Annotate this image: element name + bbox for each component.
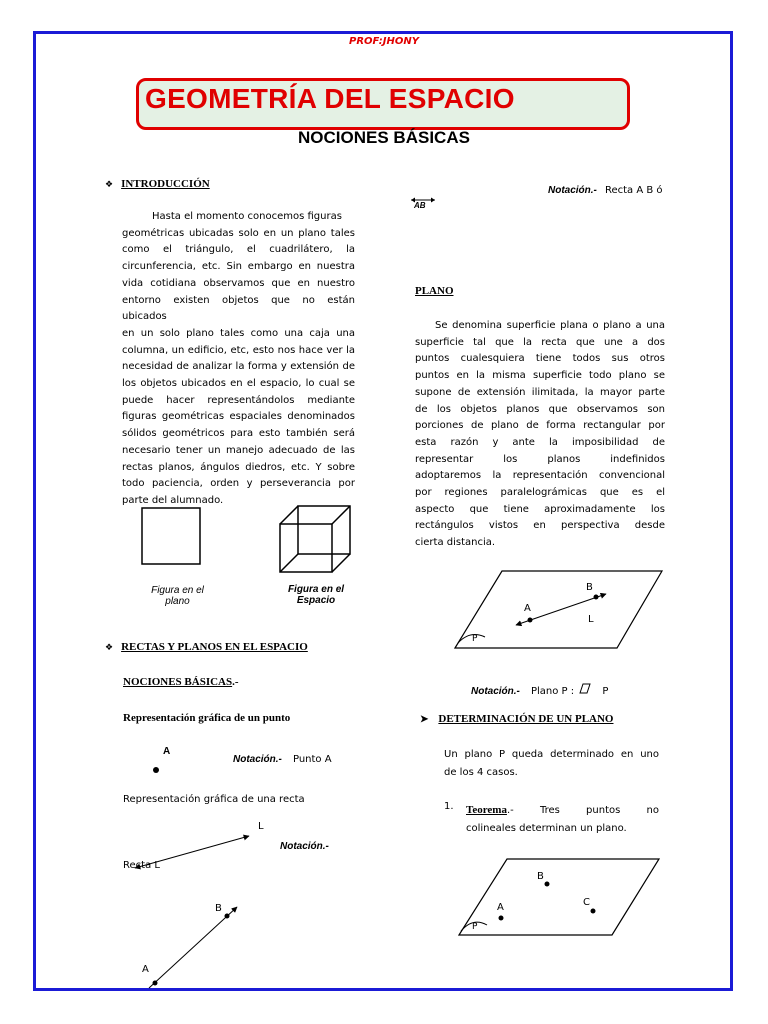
caption-line: Figura en el <box>287 584 345 595</box>
plano-line: rectángulos vistos en perspectiva desde <box>415 520 665 532</box>
intro-line: necesario tener un manejo adecuado de las <box>122 444 355 456</box>
intro-line: como el triángulo, el cuadrilátero, la <box>122 244 355 256</box>
page-subtitle: NOCIONES BÁSICAS <box>298 128 470 147</box>
intro-line: geométricas ubicadas solo en un plano tales <box>122 227 355 239</box>
plano-notacion <box>471 679 608 698</box>
plane2-p-label: P <box>472 922 478 932</box>
parallelogram <box>455 571 662 648</box>
point-b-dot <box>545 882 550 887</box>
rectas-heading <box>105 641 308 653</box>
punto-heading: Representación gráfica de un punto <box>123 712 291 724</box>
plano-line: esta razón y ante la imposibilidad de <box>415 436 665 448</box>
intro-line: todo paciencia, orden y perseverancia por <box>122 478 355 490</box>
plane-a-label: A <box>524 603 531 614</box>
intro-line: figuras geométricas espaciales denominados <box>122 411 355 423</box>
plano-line: porciones de plano de forma rectangular por <box>415 420 665 432</box>
plane-symbol-text: P <box>602 686 609 697</box>
notacion-text: Recta A B ó <box>604 185 663 196</box>
intro-heading <box>105 178 210 190</box>
plano-line: aspecto que tiene aproximadamente los <box>415 503 665 515</box>
plano-line: adoptaremos la representación convencional <box>415 470 665 482</box>
point-b-dot <box>225 914 230 919</box>
plane2-b-label: B <box>537 871 544 882</box>
intro-heading-text: INTRODUCCIÓN <box>121 178 210 190</box>
teorema-text: colineales determinan un plano. <box>466 823 627 834</box>
intro-paragraph <box>122 209 355 510</box>
plano-line: de los objetos planos que observamos son <box>415 403 665 415</box>
recta-heading: Representación gráfica de una recta <box>123 794 305 805</box>
intro-line: los objetos ubicados en el espacio, lo cual se <box>122 378 355 390</box>
determinacion-line: de los 4 casos. <box>444 767 518 778</box>
punto-notacion <box>233 747 332 766</box>
determinacion-paragraph <box>444 746 659 782</box>
intro-line: Hasta el momento conocemos figuras <box>152 211 342 222</box>
plane-p-figure <box>450 565 670 655</box>
intro-line: columna, un edificio, etc, esto nos hace ver la <box>122 344 355 356</box>
plano-line: superficie tal que la recta que une a dos <box>415 336 665 348</box>
plano-line: cierta distancia. <box>415 537 496 549</box>
recta-notacion: Notación.- <box>280 841 329 852</box>
intro-line: en un solo plano tales como una caja una <box>122 327 355 339</box>
author-header: PROF:JHONY <box>348 36 419 47</box>
notacion-label: Notación.- <box>548 185 597 196</box>
intro-line: entorno existen objetos que no están ubicados <box>122 294 355 323</box>
caption-line: plano <box>165 596 190 607</box>
nociones-suffix: .- <box>232 676 239 688</box>
plane-b-label: B <box>586 582 593 593</box>
cube-figure <box>280 506 350 572</box>
recta-l-label: L <box>258 821 264 832</box>
diamond-bullet-icon: ❖ <box>105 643 114 653</box>
teorema-number: 1. <box>444 801 454 812</box>
line-figures <box>115 815 375 995</box>
plano-line: representar los planos indefinidos <box>415 453 665 465</box>
plane-caption <box>135 585 220 607</box>
parallelogram <box>459 859 659 935</box>
segment-b-label: B <box>215 903 222 914</box>
caption-line: Figura en el <box>151 585 204 596</box>
teorema-paragraph <box>466 801 659 838</box>
plane-abc-figure <box>455 855 665 940</box>
recta-text: Recta L <box>123 860 160 871</box>
plane-p-label: P <box>472 634 478 644</box>
square-figure <box>142 508 200 564</box>
notacion-label: Notación.- <box>233 754 282 765</box>
point-a-dot <box>153 981 158 986</box>
arrow-bullet-icon: ➤ <box>420 714 429 725</box>
space-caption <box>271 584 361 606</box>
plano-line: puntos en la misma superficie todo plano se <box>415 370 665 382</box>
notacion-label: Notación.- <box>471 686 520 697</box>
nociones-text: NOCIONES BÁSICAS <box>123 676 233 688</box>
plane-l-label: L <box>588 614 594 625</box>
point-a-dot <box>150 764 162 776</box>
nociones-heading <box>123 676 239 688</box>
intro-line: rectas planos, ángulos diedros, etc. Y sobre <box>122 461 355 473</box>
intro-line: vida cotidiana observamos que en nuestro <box>122 277 355 289</box>
intro-line: puede hacer representándolos mediante <box>122 394 355 406</box>
plano-line: por regiones paralelográmicas que es el <box>415 487 665 499</box>
plano-line: puntos cualesquiera tiene todos sus otros <box>415 353 665 365</box>
diamond-bullet-icon: ❖ <box>105 180 114 190</box>
page-title: GEOMETRÍA DEL ESPACIO <box>145 83 515 114</box>
punto-label: A <box>163 746 171 757</box>
determinacion-line: Un plano P queda determinado en uno <box>444 749 659 760</box>
plano-heading: PLANO <box>415 285 454 297</box>
point-c-dot <box>591 909 596 914</box>
intro-line: sólidos geométricos para esto también será <box>122 428 355 440</box>
plano-line: supone de extensión ilimitada, la mayor parte <box>415 386 665 398</box>
teorema-text: .- Tres puntos no <box>506 805 659 816</box>
determinacion-heading <box>420 713 613 725</box>
point-a-dot <box>528 618 533 623</box>
intro-line: necesidad de analizar la forma y extensión de <box>122 361 355 373</box>
line-ab <box>149 907 237 988</box>
rectas-heading-text: RECTAS Y PLANOS EN EL ESPACIO <box>121 641 308 653</box>
notacion-text: Plano P : <box>530 686 575 697</box>
intro-line: parte del alumnado. <box>122 494 224 506</box>
point-a-dot <box>499 916 504 921</box>
teorema-label: Teorema <box>466 804 507 816</box>
ab-symbol-text: AB <box>414 201 426 210</box>
segment-a-label: A <box>142 964 149 975</box>
notacion-text: Punto A <box>292 754 332 765</box>
plane2-c-label: C <box>583 897 590 908</box>
point-b-dot <box>594 595 599 600</box>
recta-ab-notacion <box>548 178 663 197</box>
intro-line: circunferencia, etc. Sin embargo en nuestra <box>122 261 355 273</box>
caption-line: Espacio <box>296 595 336 606</box>
plane-space-figures <box>130 500 370 580</box>
plane2-a-label: A <box>497 902 504 913</box>
plano-paragraph <box>415 318 665 552</box>
plane-symbol-icon <box>579 683 591 695</box>
plano-line: Se denomina superficie plana o plano a una <box>435 320 665 331</box>
determinacion-heading-text: DETERMINACIÓN DE UN PLANO <box>438 713 614 725</box>
